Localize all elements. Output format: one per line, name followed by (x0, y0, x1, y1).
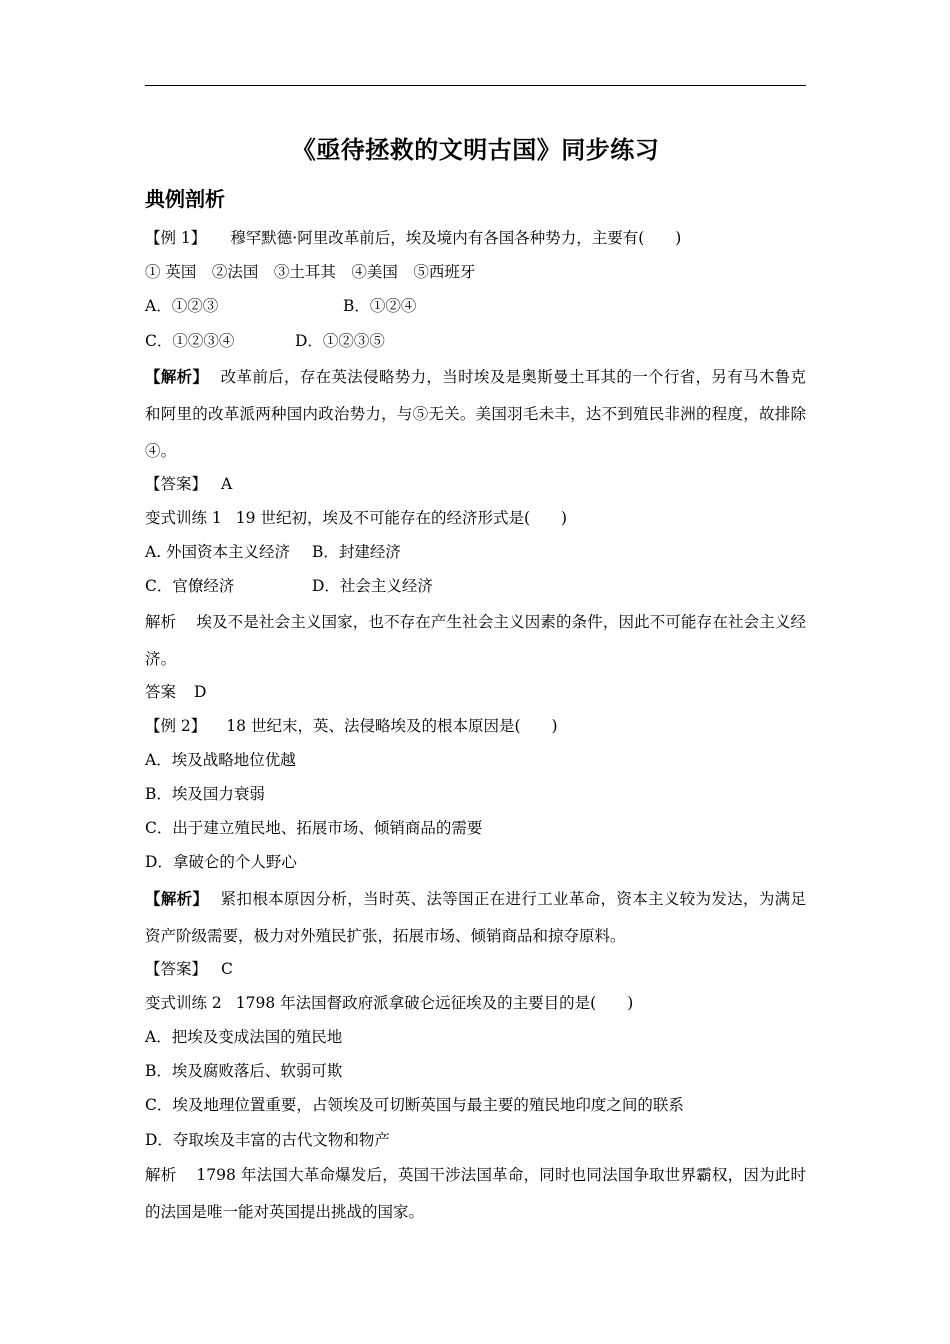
var1-label: 变式训练 1 (145, 508, 222, 527)
ex2-question-line (145, 709, 806, 743)
var2-analysis-text: 1798 年法国大革命爆发后，英国干涉法国革命，同时也同法国争取世界霸权，因为此时的法国是唯一能对英国提出挑战的国家。 (145, 1165, 806, 1221)
ex1-analysis-label: 【解析】 (145, 366, 209, 386)
ex1-label: 【例 1】 (145, 229, 207, 247)
var1-options-ab (145, 535, 806, 569)
ex2-answer (145, 952, 806, 986)
ex2-option-b: B．埃及国力衰弱 (145, 785, 265, 804)
var1-option-c: C．官僚经济 (145, 577, 235, 596)
ex2-label: 【例 2】 (145, 716, 207, 735)
var2-option-a: A．把埃及变成法国的殖民地 (145, 1028, 343, 1046)
var2-option-d: D．夺取埃及丰富的古代文物和物产 (145, 1130, 390, 1149)
ex1-analysis (145, 358, 806, 470)
ex1-question-line (145, 221, 806, 255)
ex1-answer (145, 467, 806, 501)
ex1-analysis-text: 改革前后，存在英法侵略势力，当时埃及是奥斯曼土耳其的一个行省，另有马木鲁克和阿里的改革派两种国内政治势力，与⑤无关。美国羽毛未丰，达不到殖民非洲的程度，故排除④。 (145, 367, 806, 460)
ex2-option-c: C．出于建立殖民地、拓展市场、倾销商品的需要 (145, 819, 483, 838)
ex2-option-a: A．埃及战略地位优越 (145, 750, 296, 769)
var1-analysis-text: 埃及不是社会主义国家，也不存在产生社会主义因素的条件，因此不可能存在社会主义经济。 (145, 612, 806, 668)
ex1-answer-label: 【答案】 (145, 474, 208, 493)
var2-question: 1798 年法国督政府派拿破仑远征埃及的主要目的是( ) (235, 993, 634, 1012)
ex1-option-c: C．①②③④ (145, 331, 235, 350)
ex1-option-d: D．①②③⑤ (295, 331, 385, 350)
var1-question-line (145, 501, 806, 535)
header-rule (145, 85, 806, 86)
var2-analysis (145, 1157, 806, 1231)
ex2-answer-value: C (221, 959, 233, 978)
var1-analysis-label: 解析 (145, 612, 177, 631)
var1-options-cd (145, 569, 806, 603)
ex2-analysis-text: 紧扣根本原因分析，当时英、法等国正在进行工业革命，资本主义较为发达，为满足资产阶级需要，极力对外殖民扩张，拓展市场、倾销商品和掠夺原料。 (145, 889, 806, 945)
document-body (145, 221, 806, 1228)
ex1-answer-value: A (221, 474, 233, 493)
var2-label: 变式训练 2 (145, 993, 222, 1012)
ex2-question: 18 世纪末，英、法侵略埃及的根本原因是( ) (226, 716, 558, 735)
var1-answer-value: D (194, 682, 207, 701)
page-title: 《亟待拯救的文明古国》同步练习 (291, 135, 660, 164)
ex2-analysis (145, 880, 806, 955)
var1-option-a: A. 外国资本主义经济 (145, 543, 291, 562)
ex1-option-b: B．①②④ (343, 297, 417, 316)
ex2-answer-label: 【答案】 (145, 959, 208, 978)
var2-option-b: B．埃及腐败落后、软弱可欺 (145, 1062, 343, 1081)
section-heading: 典例剖析 (145, 187, 225, 211)
var2-question-line (145, 986, 806, 1020)
var1-option-b: B．封建经济 (312, 543, 401, 562)
var1-question: 19 世纪初，埃及不可能存在的经济形式是( ) (235, 508, 568, 527)
var1-answer (145, 675, 806, 709)
ex1-option-a: A．①②③ (145, 297, 219, 316)
ex1-options-cd (145, 324, 806, 358)
ex1-question: 穆罕默德·阿里改革前后，埃及境内有各国各种势力，主要有( ) (230, 229, 682, 247)
ex1-options-ab (145, 289, 806, 323)
ex1-items: ① 英国 ②法国 ③土耳其 ④美国 ⑤西班牙 (145, 263, 476, 282)
var2-option-c: C．埃及地理位置重要，占领埃及可切断英国与最主要的殖民地印度之间的联系 (145, 1096, 684, 1115)
ex2-analysis-label: 【解析】 (145, 888, 209, 908)
ex2-option-d: D．拿破仑的个人野心 (145, 853, 297, 872)
var1-option-d: D．社会主义经济 (312, 577, 433, 596)
var2-analysis-label: 解析 (145, 1165, 177, 1184)
var1-answer-label: 答案 (145, 682, 177, 701)
var1-analysis (145, 604, 806, 678)
